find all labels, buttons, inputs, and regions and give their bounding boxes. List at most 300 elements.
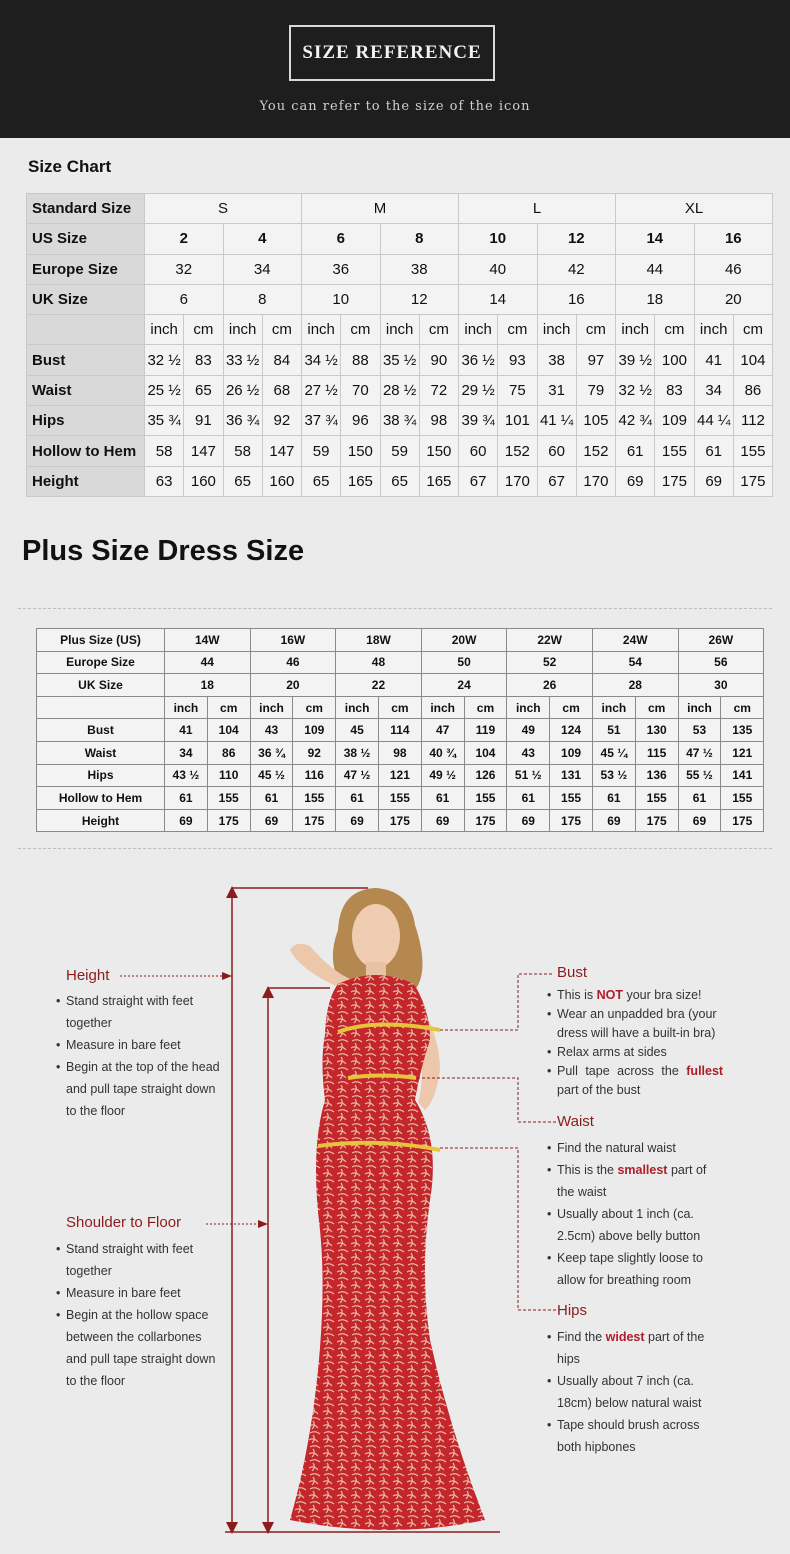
measure-cell: 105	[576, 406, 615, 436]
measure-cell: 51	[592, 719, 635, 742]
unit-cm: cm	[498, 315, 537, 345]
measure-cell: 38	[537, 345, 576, 375]
measure-cell: 109	[293, 719, 336, 742]
measure-cell: 69	[507, 809, 550, 832]
measure-cell: 109	[550, 741, 593, 764]
measure-cell: 104	[733, 345, 772, 375]
measure-cell: 69	[421, 809, 464, 832]
measure-cell: 175	[207, 809, 250, 832]
row-label: Hollow to Hem	[37, 787, 165, 810]
table-row	[27, 254, 773, 284]
measure-cell: 58	[145, 436, 184, 466]
uk-size-cell: 22	[336, 674, 422, 697]
unit-inch: inch	[421, 696, 464, 719]
measure-cell: 65	[380, 466, 419, 496]
measure-cell: 67	[459, 466, 498, 496]
measure-cell: 170	[498, 466, 537, 496]
measure-cell: 61	[165, 787, 208, 810]
us-size-cell: 24W	[592, 629, 678, 652]
title-frame	[289, 25, 495, 81]
empty-cell	[27, 315, 145, 345]
divider	[18, 848, 772, 849]
measure-cell: 175	[293, 809, 336, 832]
table-row	[27, 466, 773, 496]
unit-inch: inch	[507, 696, 550, 719]
europe-size-cell: 32	[145, 254, 224, 284]
list-item: • Measure in bare feet	[56, 1286, 181, 1300]
measure-cell: 34	[165, 741, 208, 764]
header-banner	[0, 0, 790, 138]
measure-cell: 53	[678, 719, 721, 742]
unit-inch: inch	[223, 315, 262, 345]
smallest-emphasis: smallest	[617, 1163, 668, 1177]
measure-cell: 61	[336, 787, 379, 810]
measure-cell: 83	[655, 375, 694, 405]
measure-cell: 49	[507, 719, 550, 742]
measure-cell: 26 ½	[223, 375, 262, 405]
row-label: Height	[37, 809, 165, 832]
table-row	[37, 674, 764, 697]
row-label: Hips	[27, 406, 145, 436]
measure-cell: 155	[721, 787, 764, 810]
measure-cell: 155	[464, 787, 507, 810]
row-label: Standard Size	[27, 194, 145, 224]
us-size-cell: 8	[380, 224, 459, 254]
measure-cell: 155	[293, 787, 336, 810]
measure-cell: 86	[207, 741, 250, 764]
measure-cell: 83	[184, 345, 223, 375]
unit-inch: inch	[537, 315, 576, 345]
uk-size-cell: 6	[145, 284, 224, 314]
measure-cell: 152	[576, 436, 615, 466]
measure-cell: 175	[635, 809, 678, 832]
list-item: • Begin at the hollow space between the collarbones and pull tape straight down to the floor	[56, 1308, 216, 1388]
measure-cell: 75	[498, 375, 537, 405]
measure-cell: 51 ½	[507, 764, 550, 787]
measure-cell: 136	[635, 764, 678, 787]
unit-inch: inch	[250, 696, 293, 719]
measure-cell: 44 ¼	[694, 406, 733, 436]
measure-cell: 65	[184, 375, 223, 405]
measure-cell: 147	[184, 436, 223, 466]
measure-cell: 25 ½	[145, 375, 184, 405]
measure-cell: 33 ½	[223, 345, 262, 375]
measure-cell: 155	[635, 787, 678, 810]
measure-cell: 165	[419, 466, 458, 496]
measure-cell: 65	[302, 466, 341, 496]
unit-cm: cm	[576, 315, 615, 345]
uk-size-cell: 10	[302, 284, 381, 314]
height-label: Height	[66, 967, 110, 984]
unit-cm: cm	[207, 696, 250, 719]
empty-cell	[37, 696, 165, 719]
measure-cell: 147	[262, 436, 301, 466]
measure-cell: 175	[464, 809, 507, 832]
measure-cell: 38 ½	[336, 741, 379, 764]
divider	[18, 608, 772, 609]
measure-cell: 175	[378, 809, 421, 832]
europe-size-cell: 56	[678, 651, 764, 674]
measure-cell: 68	[262, 375, 301, 405]
measure-cell: 45 ½	[250, 764, 293, 787]
measure-cell: 40 ¾	[421, 741, 464, 764]
row-label: Europe Size	[27, 254, 145, 284]
measure-cell: 175	[721, 809, 764, 832]
bust-instructions: • This is NOT your bra size! • Wear an unpadded bra (your dress will have a built-in bra) • Relax arms at sides • Pull tape across the fullest part of the bust	[547, 988, 724, 1097]
uk-size-cell: 24	[421, 674, 507, 697]
measure-cell: 131	[550, 764, 593, 787]
standard-size-cell: L	[459, 194, 616, 224]
measure-cell: 160	[184, 466, 223, 496]
uk-size-cell: 30	[678, 674, 764, 697]
europe-size-cell: 50	[421, 651, 507, 674]
measure-cell: 100	[655, 345, 694, 375]
unit-cm: cm	[464, 696, 507, 719]
table-row	[37, 787, 764, 810]
table-row	[37, 809, 764, 832]
measure-cell: 53 ½	[592, 764, 635, 787]
measure-cell: 93	[498, 345, 537, 375]
measure-cell: 67	[537, 466, 576, 496]
measure-cell: 86	[733, 375, 772, 405]
waist-instructions: • Find the natural waist • This is the smallest part of the waist • Usually about 1 inch (ca. 2.5cm) above belly button • Keep tape slightly loose to allow for breathing room	[547, 1141, 707, 1287]
unit-cm: cm	[262, 315, 301, 345]
waist-label: Waist	[557, 1113, 594, 1130]
measure-cell: 98	[419, 406, 458, 436]
unit-inch: inch	[459, 315, 498, 345]
us-size-cell: 14W	[165, 629, 251, 652]
unit-inch: inch	[694, 315, 733, 345]
fullest-emphasis: fullest	[686, 1064, 724, 1078]
uk-size-cell: 18	[616, 284, 695, 314]
measure-cell: 92	[293, 741, 336, 764]
table-row	[27, 284, 773, 314]
shoulder-to-floor-label: Shoulder to Floor	[66, 1214, 182, 1231]
measure-cell: 61	[507, 787, 550, 810]
list-item: • Measure in bare feet	[56, 1038, 181, 1052]
europe-size-cell: 44	[165, 651, 251, 674]
measure-cell: 60	[459, 436, 498, 466]
measure-cell: 32 ½	[616, 375, 655, 405]
measure-cell: 69	[592, 809, 635, 832]
measure-cell: 29 ½	[459, 375, 498, 405]
measure-cell: 59	[302, 436, 341, 466]
measure-cell: 47 ½	[678, 741, 721, 764]
red-dress	[290, 975, 485, 1530]
table-row	[37, 696, 764, 719]
measure-cell: 91	[184, 406, 223, 436]
table-row	[27, 224, 773, 254]
row-label: US Size	[27, 224, 145, 254]
measure-cell: 152	[498, 436, 537, 466]
uk-size-cell: 12	[380, 284, 459, 314]
not-emphasis: NOT	[596, 988, 623, 1002]
measure-cell: 175	[655, 466, 694, 496]
plus-size-table	[36, 628, 764, 832]
us-size-cell: 12	[537, 224, 616, 254]
unit-cm: cm	[378, 696, 421, 719]
measure-cell: 88	[341, 345, 380, 375]
unit-inch: inch	[616, 315, 655, 345]
measure-cell: 47 ½	[336, 764, 379, 787]
europe-size-cell: 54	[592, 651, 678, 674]
page-subtitle: You can refer to the size of the icon	[259, 99, 531, 114]
measure-cell: 37 ¾	[302, 406, 341, 436]
table-row	[37, 764, 764, 787]
measure-cell: 126	[464, 764, 507, 787]
list-item: • Stand straight with feet together	[56, 994, 194, 1030]
us-size-cell: 14	[616, 224, 695, 254]
measure-cell: 69	[678, 809, 721, 832]
unit-cm: cm	[721, 696, 764, 719]
unit-inch: inch	[302, 315, 341, 345]
europe-size-cell: 44	[616, 254, 695, 284]
plus-size-title: Plus Size Dress Size	[22, 535, 305, 567]
europe-size-cell: 34	[223, 254, 302, 284]
europe-size-cell: 46	[694, 254, 773, 284]
measure-cell: 135	[721, 719, 764, 742]
measure-cell: 43	[250, 719, 293, 742]
measure-cell: 65	[223, 466, 262, 496]
measure-cell: 47	[421, 719, 464, 742]
europe-size-cell: 36	[302, 254, 381, 284]
measure-cell: 63	[145, 466, 184, 496]
measure-cell: 160	[262, 466, 301, 496]
row-label: Waist	[27, 375, 145, 405]
measure-cell: 104	[464, 741, 507, 764]
unit-inch: inch	[165, 696, 208, 719]
measure-cell: 36 ¾	[223, 406, 262, 436]
row-label: Europe Size	[37, 651, 165, 674]
measurement-guide	[0, 870, 790, 1554]
unit-cm: cm	[655, 315, 694, 345]
measure-cell: 175	[550, 809, 593, 832]
measure-cell: 61	[616, 436, 655, 466]
measure-cell: 36 ¾	[250, 741, 293, 764]
measure-cell: 60	[537, 436, 576, 466]
unit-cm: cm	[341, 315, 380, 345]
unit-cm: cm	[419, 315, 458, 345]
measure-cell: 31	[537, 375, 576, 405]
measure-cell: 39 ½	[616, 345, 655, 375]
europe-size-cell: 48	[336, 651, 422, 674]
row-label: Hips	[37, 764, 165, 787]
measure-cell: 130	[635, 719, 678, 742]
measure-cell: 165	[341, 466, 380, 496]
uk-size-cell: 28	[592, 674, 678, 697]
table-row	[37, 629, 764, 652]
standard-size-cell: M	[302, 194, 459, 224]
row-label: Plus Size (US)	[37, 629, 165, 652]
measure-cell: 119	[464, 719, 507, 742]
row-label: UK Size	[37, 674, 165, 697]
us-size-cell: 20W	[421, 629, 507, 652]
measure-cell: 155	[733, 436, 772, 466]
unit-cm: cm	[733, 315, 772, 345]
uk-size-cell: 26	[507, 674, 593, 697]
measure-cell: 55 ½	[678, 764, 721, 787]
measure-cell: 36 ½	[459, 345, 498, 375]
europe-size-cell: 46	[250, 651, 336, 674]
measure-cell: 58	[223, 436, 262, 466]
unit-cm: cm	[550, 696, 593, 719]
measure-cell: 155	[207, 787, 250, 810]
standard-size-cell: XL	[616, 194, 773, 224]
height-instructions	[56, 990, 236, 1122]
europe-size-cell: 40	[459, 254, 538, 284]
measure-cell: 41	[165, 719, 208, 742]
measure-cell: 90	[419, 345, 458, 375]
page-title: SIZE REFERENCE	[302, 42, 482, 63]
unit-inch: inch	[592, 696, 635, 719]
us-size-cell: 4	[223, 224, 302, 254]
row-label: UK Size	[27, 284, 145, 314]
measure-cell: 97	[576, 345, 615, 375]
measure-cell: 110	[207, 764, 250, 787]
measure-cell: 150	[419, 436, 458, 466]
table-row	[27, 315, 773, 345]
shoulder-instructions	[56, 1238, 236, 1392]
measure-cell: 69	[336, 809, 379, 832]
measure-cell: 49 ½	[421, 764, 464, 787]
measure-cell: 101	[498, 406, 537, 436]
uk-size-cell: 18	[165, 674, 251, 697]
table-row	[27, 194, 773, 224]
measure-cell: 43	[507, 741, 550, 764]
list-item: • Stand straight with feet together	[56, 1242, 194, 1278]
measure-cell: 34	[694, 375, 733, 405]
measure-cell: 170	[576, 466, 615, 496]
table-row	[37, 741, 764, 764]
row-label: Waist	[37, 741, 165, 764]
face-shape	[352, 904, 400, 968]
uk-size-cell: 16	[537, 284, 616, 314]
measure-cell: 112	[733, 406, 772, 436]
measure-cell: 155	[655, 436, 694, 466]
row-label: Bust	[37, 719, 165, 742]
us-size-cell: 16	[694, 224, 773, 254]
measure-cell: 61	[678, 787, 721, 810]
unit-inch: inch	[380, 315, 419, 345]
measure-cell: 42 ¾	[616, 406, 655, 436]
measure-cell: 155	[550, 787, 593, 810]
europe-size-cell: 38	[380, 254, 459, 284]
measure-cell: 61	[694, 436, 733, 466]
uk-size-cell: 20	[250, 674, 336, 697]
measure-cell: 116	[293, 764, 336, 787]
measure-cell: 121	[721, 741, 764, 764]
measure-cell: 150	[341, 436, 380, 466]
measure-cell: 69	[165, 809, 208, 832]
measure-cell: 124	[550, 719, 593, 742]
measure-cell: 69	[616, 466, 655, 496]
measure-cell: 92	[262, 406, 301, 436]
measure-cell: 61	[250, 787, 293, 810]
measure-cell: 61	[592, 787, 635, 810]
row-label: Height	[27, 466, 145, 496]
unit-inch: inch	[145, 315, 184, 345]
measure-cell: 45	[336, 719, 379, 742]
uk-size-cell: 14	[459, 284, 538, 314]
unit-cm: cm	[635, 696, 678, 719]
measure-cell: 34 ½	[302, 345, 341, 375]
measure-cell: 72	[419, 375, 458, 405]
list-item: • Begin at the top of the head and pull tape straight down to the floor	[56, 1060, 220, 1118]
measure-cell: 41 ¼	[537, 406, 576, 436]
unit-inch: inch	[336, 696, 379, 719]
bust-label: Bust	[557, 964, 588, 981]
uk-size-cell: 20	[694, 284, 773, 314]
measure-cell: 79	[576, 375, 615, 405]
us-size-cell: 18W	[336, 629, 422, 652]
measure-cell: 109	[655, 406, 694, 436]
measure-cell: 41	[694, 345, 733, 375]
measure-cell: 59	[380, 436, 419, 466]
measure-cell: 96	[341, 406, 380, 436]
measure-cell: 114	[378, 719, 421, 742]
measure-cell: 69	[694, 466, 733, 496]
measure-cell: 32 ½	[145, 345, 184, 375]
us-size-cell: 26W	[678, 629, 764, 652]
uk-size-cell: 8	[223, 284, 302, 314]
measure-cell: 155	[378, 787, 421, 810]
measure-cell: 61	[421, 787, 464, 810]
us-size-cell: 10	[459, 224, 538, 254]
hips-label: Hips	[557, 1302, 588, 1319]
measure-cell: 69	[250, 809, 293, 832]
measure-cell: 39 ¾	[459, 406, 498, 436]
unit-inch: inch	[678, 696, 721, 719]
measure-cell: 98	[378, 741, 421, 764]
table-row	[27, 406, 773, 436]
europe-size-cell: 42	[537, 254, 616, 284]
measure-cell: 35 ¾	[145, 406, 184, 436]
table-row	[27, 436, 773, 466]
unit-cm: cm	[293, 696, 336, 719]
europe-size-cell: 52	[507, 651, 593, 674]
table-row	[37, 651, 764, 674]
measure-cell: 43 ½	[165, 764, 208, 787]
table-row	[37, 719, 764, 742]
measure-cell: 141	[721, 764, 764, 787]
standard-size-cell: S	[145, 194, 302, 224]
measure-cell: 70	[341, 375, 380, 405]
measure-cell: 35 ½	[380, 345, 419, 375]
us-size-cell: 2	[145, 224, 224, 254]
us-size-cell: 22W	[507, 629, 593, 652]
measure-cell: 28 ½	[380, 375, 419, 405]
row-label: Bust	[27, 345, 145, 375]
us-size-cell: 16W	[250, 629, 336, 652]
us-size-cell: 6	[302, 224, 381, 254]
size-chart-table	[26, 193, 773, 497]
measure-cell: 115	[635, 741, 678, 764]
measure-cell: 175	[733, 466, 772, 496]
measure-cell: 27 ½	[302, 375, 341, 405]
measure-cell: 84	[262, 345, 301, 375]
measure-cell: 121	[378, 764, 421, 787]
hips-instructions: • Find the widest part of the hips • Usually about 7 inch (ca. 18cm) below natural waist • Tape should brush across both hipbones	[547, 1330, 705, 1454]
table-row	[27, 345, 773, 375]
size-chart-title: Size Chart	[28, 157, 112, 176]
row-label: Hollow to Hem	[27, 436, 145, 466]
measure-cell: 45 ¼	[592, 741, 635, 764]
measure-cell: 104	[207, 719, 250, 742]
table-row	[27, 375, 773, 405]
widest-emphasis: widest	[605, 1330, 645, 1344]
measure-cell: 38 ¾	[380, 406, 419, 436]
unit-cm: cm	[184, 315, 223, 345]
